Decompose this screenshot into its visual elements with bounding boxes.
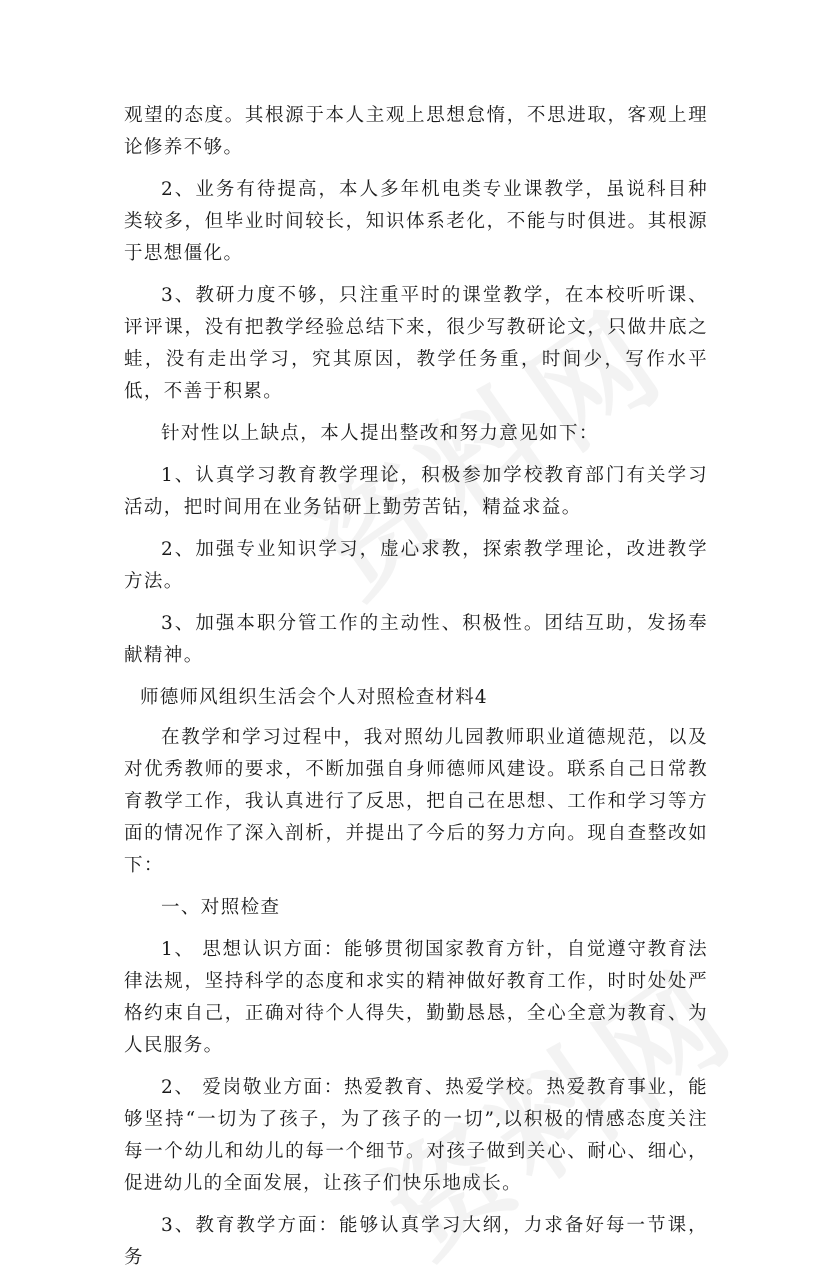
paragraph-improvement-3: 3、加强本职分管工作的主动性、积极性。团结互助，发扬奉献精神。 — [124, 613, 708, 666]
paragraph-introduction: 在教学和学习过程中，我对照幼儿园教师职业道德规范，以及对优秀教师的要求，不断加强自身师德师风建设。联系自己日常教育教学工作，我认真进行了反思，把自己在思想、工作和学习等方面的情况作了深入剖析，并提出了今后的努力方向。现自查整改如下： — [124, 727, 708, 876]
paragraph-improvement-2: 2、加强专业知识学习，虚心求教，探索教学理论，改进教学方法。 — [124, 539, 708, 592]
paragraph-continuation: 观望的态度。其根源于本人主观上思想怠惰，不思进取，客观上理论修养不够。 — [124, 105, 708, 158]
paragraph-teaching: 3、教育教学方面：能够认真学习大纲，力求备好每一节课，务 — [124, 1215, 708, 1268]
document-body — [124, 100, 708, 1284]
paragraph-item-3: 3、教研力度不够，只注重平时的课堂教学，在本校听听课、评评课，没有把教学经验总结下来，很少写教研论文，只做井底之蛙，没有走出学习，究其原因，教学任务重，时间少，写作水平低，不善于积累。 — [124, 285, 708, 402]
paragraph-dedication: 2、 爱岗敬业方面：热爱教育、热爱学校。热爱教育事业，能够坚持“一切为了孩子，为了孩子的一切”,以积极的情感态度关注每一个幼儿和幼儿的每一个细节。对孩子做到关心、耐心、细心，促进幼儿的全面发展，让孩子们快乐地成长。 — [124, 1077, 708, 1194]
paragraph-improvement-1: 1、认真学习教育教学理论，积极参加学校教育部门有关学习活动，把时间用在业务钻研上勤劳苦钻，精益求益。 — [124, 465, 708, 518]
section-title: 师德师风组织生活会个人对照检查材料4 — [140, 687, 488, 708]
paragraph-intro-improvement: 针对性以上缺点，本人提出整改和努力意见如下： — [161, 423, 599, 444]
paragraph-item-2: 2、业务有待提高，本人多年机电类专业课教学，虽说科目种类较多，但毕业时间较长，知识体系老化，不能与时俱进。其根源于思想僵化。 — [124, 179, 708, 264]
heading-check: 一、对照检查 — [161, 897, 281, 918]
paragraph-ideology: 1、 思想认识方面：能够贯彻国家教育方针，自觉遵守教育法律法规，坚持科学的态度和求实的精神做好教育工作，时时处处严格约束自己，正确对待个人得失，勤勤恳恳，全心全意为教育、为人民服务。 — [124, 939, 708, 1056]
